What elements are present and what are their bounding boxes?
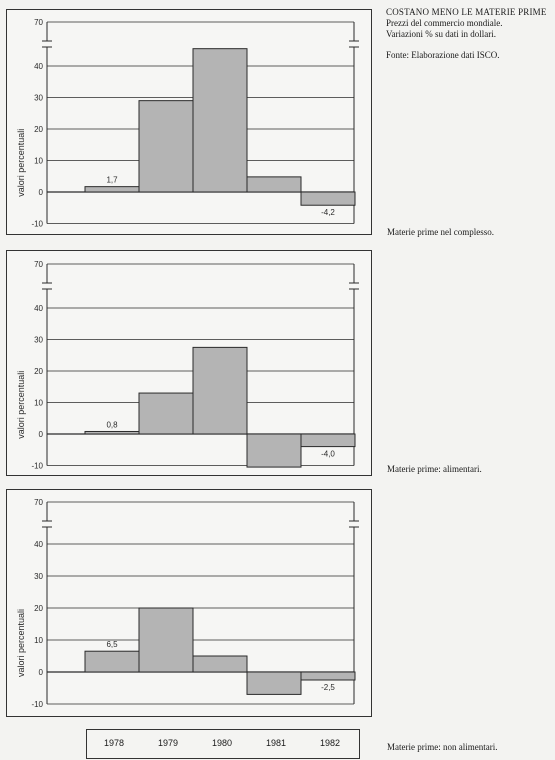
axis-break-gap-1 (349, 521, 359, 527)
y-tick-label-30: 30 (34, 93, 43, 103)
bar-1978 (85, 651, 139, 672)
y-tick-label--10: -10 (31, 700, 43, 709)
chart-alimentari (7, 251, 371, 475)
figure-source: Fonte: Elaborazione dati ISCO. (386, 50, 500, 60)
year-label-1978: 1978 (103, 738, 125, 748)
chart-panel-non-alimentari (6, 489, 372, 717)
y-tick-label-20: 20 (34, 367, 43, 376)
y-tick-label-10: 10 (34, 636, 43, 645)
y-axis-label: valori percentuali (16, 608, 26, 678)
data-label-1982: -2,5 (321, 683, 335, 692)
y-tick-label-30: 30 (34, 335, 43, 345)
y-tick-label-0: 0 (38, 188, 43, 197)
y-tick-label-10: 10 (34, 156, 43, 166)
axis-break-gap-0 (42, 283, 52, 289)
bar-1981 (247, 672, 301, 694)
y-tick-label--10: -10 (31, 219, 43, 229)
figure-header (386, 7, 547, 61)
chart-panel-alimentari (6, 250, 372, 476)
y-axis-label: valori percentuali (16, 370, 26, 439)
bar-1979 (139, 101, 193, 192)
bar-1981 (247, 177, 301, 192)
year-label-1979: 1979 (157, 738, 179, 748)
year-label-1981: 1981 (265, 738, 287, 748)
bar-1981 (247, 434, 301, 467)
y-tick-label-40: 40 (34, 304, 43, 313)
bar-1979 (139, 393, 193, 434)
y-tick-label-70: 70 (34, 260, 43, 269)
data-label-1982: -4,2 (321, 208, 335, 218)
bar-1980 (193, 347, 247, 434)
axis-break-gap-1 (349, 41, 359, 47)
y-tick-label-20: 20 (34, 125, 43, 134)
y-tick-label-30: 30 (34, 572, 43, 581)
figure-title: COSTANO MENO LE MATERIE PRIME (386, 7, 547, 17)
y-tick-label-40: 40 (34, 540, 43, 549)
bar-1978 (85, 187, 139, 192)
data-label-1978: 0,8 (106, 420, 118, 430)
figure-subtitle-2: Variazioni % su dati in dollari. (386, 29, 496, 39)
data-label-1982: -4,0 (321, 449, 335, 459)
y-tick-label-0: 0 (38, 430, 43, 439)
y-tick-label--10: -10 (31, 461, 43, 471)
chart-complesso (7, 10, 371, 234)
bar-1982 (301, 192, 355, 205)
chart-non-alimentari (7, 490, 371, 716)
axis-break-gap-0 (42, 41, 52, 47)
y-tick-label-20: 20 (34, 604, 43, 613)
caption-alimentari: Materie prime: alimentari. (387, 464, 482, 474)
figure-subtitle-1: Prezzi del commercio mondiale. (386, 18, 503, 28)
bar-1982 (301, 434, 355, 447)
y-tick-label-70: 70 (34, 18, 43, 27)
axis-break-gap-0 (42, 521, 52, 527)
bar-1982 (301, 672, 355, 680)
y-axis-label: valori percentuali (16, 128, 26, 197)
caption-non-alimentari: Materie prime: non alimentari. (387, 742, 498, 752)
y-tick-label-0: 0 (38, 668, 43, 677)
bar-1979 (139, 608, 193, 672)
caption-complesso: Materie prime nel complesso. (387, 227, 494, 237)
y-tick-label-10: 10 (34, 398, 43, 408)
year-label-1980: 1980 (211, 738, 233, 748)
data-label-1978: 6,5 (106, 640, 118, 650)
y-tick-label-40: 40 (34, 62, 43, 71)
bar-1980 (193, 656, 247, 672)
bar-1978 (85, 431, 139, 434)
axis-break-gap-1 (349, 283, 359, 289)
year-axis (86, 729, 360, 759)
year-label-1982: 1982 (319, 738, 341, 748)
data-label-1978: 1,7 (106, 175, 118, 185)
bar-1980 (193, 49, 247, 192)
y-tick-label-70: 70 (34, 498, 43, 507)
chart-panel-complesso (6, 9, 372, 235)
